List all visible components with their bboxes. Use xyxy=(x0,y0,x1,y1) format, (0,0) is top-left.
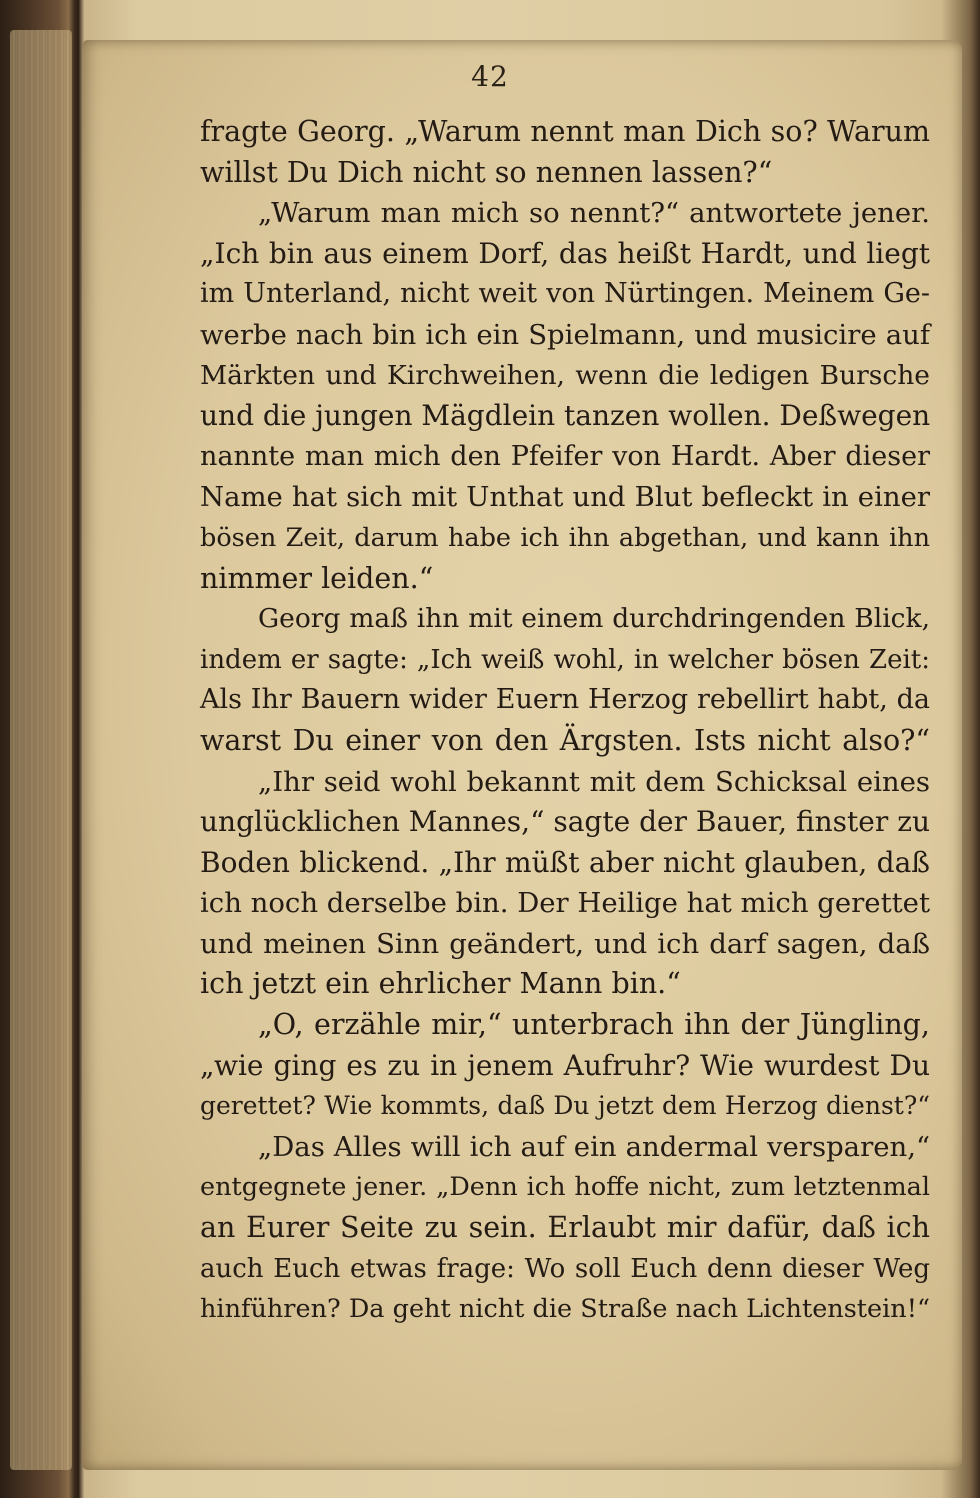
text-line: warst Du einer von den Ärgsten. Ists nicht also?“ xyxy=(200,723,930,757)
text-line: „Ihr seid wohl bekannt mit dem Schicksal eines xyxy=(258,765,930,798)
text-line: unglücklichen Mannes,“ sagte der Bauer, finster zu xyxy=(200,805,930,839)
text-line: gerettet? Wie kommts, daß Du jetzt dem Herzog dienst?“ xyxy=(200,1091,930,1121)
text-line: Als Ihr Bauern wider Euern Herzog rebellirt habt, da xyxy=(200,684,930,716)
text-line: bösen Zeit, darum habe ich ihn abgethan, und kann ihn xyxy=(200,522,930,553)
text-line: entgegnete jener. „Denn ich hoffe nicht, zum letztenmal xyxy=(200,1172,930,1203)
text-line: „O, erzähle mir,“ unterbrach ihn der Jüngling, xyxy=(258,1008,930,1042)
page-number: 42 xyxy=(471,60,509,93)
text-line: fragte Georg. „Warum nennt man Dich so? Warum xyxy=(200,115,930,148)
text-line: ich noch derselbe bin. Der Heilige hat mich gerettet xyxy=(200,887,931,920)
text-line: willst Du Dich nicht so nennen lassen?“ xyxy=(200,155,773,189)
text-line: „wie ging es zu in jenem Aufruhr? Wie wurdest Du xyxy=(200,1048,930,1082)
text-line: und die jungen Mägdlein tanzen wollen. Deßwegen xyxy=(200,399,931,433)
page-stack-edge xyxy=(10,30,72,1470)
text-line: „Ich bin aus einem Dorf, das heißt Hardt, und liegt xyxy=(200,236,930,270)
text-line: werbe nach bin ich ein Spielmann, und musicire auf xyxy=(200,318,930,351)
text-line: Märkten und Kirchweihen, wenn die ledigen Bursche xyxy=(200,359,930,391)
text-line: Georg maß ihn mit einem durchdringenden Blick, xyxy=(258,603,930,635)
text-line: auch Euch etwas frage: Wo soll Euch denn dieser Weg xyxy=(200,1253,930,1284)
text-line: nannte man mich den Pfeifer von Hardt. Aber dieser xyxy=(200,440,930,472)
text-line: und meinen Sinn geändert, und ich darf sagen, daß xyxy=(200,927,930,960)
text-line: hinführen? Da geht nicht die Straße nach Lichtenstein!“ xyxy=(200,1294,930,1325)
text-line: indem er sagte: „Ich weiß wohl, in welcher bösen Zeit: xyxy=(200,644,930,675)
text-line: an Eurer Seite zu sein. Erlaubt mir dafür, daß ich xyxy=(200,1211,930,1245)
page-text xyxy=(200,112,930,1330)
text-line: Name hat sich mit Unthat und Blut befleckt in einer xyxy=(200,481,930,514)
text-line: „Das Alles will ich auf ein andermal versparen,“ xyxy=(258,1130,930,1163)
text-line: im Unterland, nicht weit von Nürtingen. Meinem Ge- xyxy=(200,278,930,310)
text-line: Boden blickend. „Ihr müßt aber nicht glauben, daß xyxy=(200,845,930,879)
text-line: „Warum man mich so nennt?“ antwortete jener. xyxy=(258,197,930,230)
text-line: nimmer leiden.“ xyxy=(200,561,434,595)
text-line: ich jetzt ein ehrlicher Mann bin.“ xyxy=(200,967,681,1001)
